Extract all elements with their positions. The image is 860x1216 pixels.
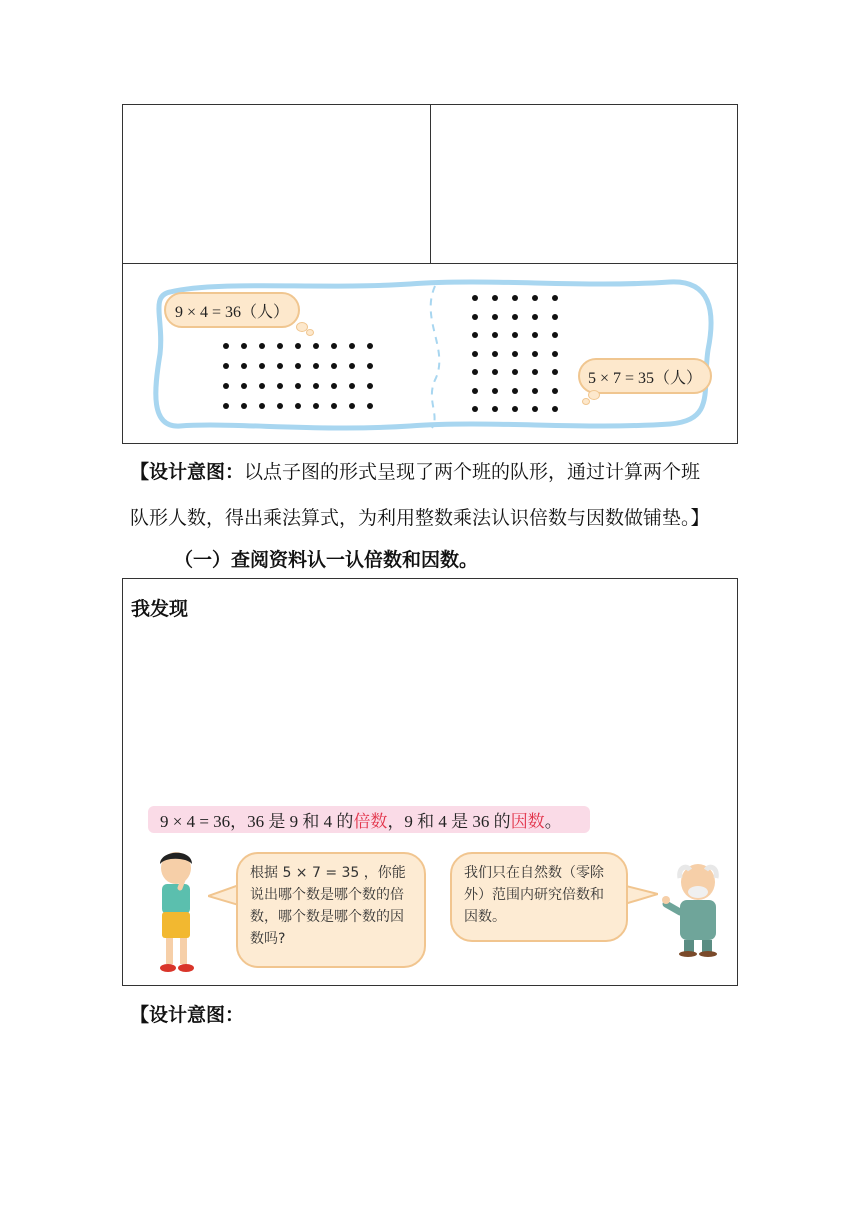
grid-dot [277,343,283,349]
section-heading: （一）查阅资料认一认倍数和因数。 [174,549,479,571]
grid-dot [367,363,373,369]
grid-dot [367,383,373,389]
grid-dot [532,295,538,301]
grid-dot [472,314,478,320]
elder-speech-bubble: 我们只在自然数（零除外）范围内研究倍数和因数。 [450,852,628,942]
top-table-cell-left [122,104,431,264]
design-intent-2-label: 【设计意图： [130,1004,245,1026]
grid-dot [277,383,283,389]
grid-dot [492,406,498,412]
discover-box [122,578,738,986]
grid-dot [532,332,538,338]
grid-dot [552,406,558,412]
grid-dot [349,343,355,349]
grid-dot [295,383,301,389]
grid-dot [331,403,337,409]
grid-dot [259,383,265,389]
grid-dot [472,351,478,357]
grid-dot [349,363,355,369]
bubble-tail [306,329,314,336]
grid-dot [472,295,478,301]
grid-dot [241,383,247,389]
grid-dot [295,403,301,409]
equation-text-2: ，9 和 4 是 36 的 [387,812,511,831]
grid-dot [492,369,498,375]
grid-dot [241,403,247,409]
grid-dot [277,403,283,409]
discover-title: 我发现 [131,598,189,620]
grid-dot [223,363,229,369]
grid-dot [492,295,498,301]
grid-dot [331,383,337,389]
grid-dot [552,351,558,357]
grid-dot [552,388,558,394]
grid-dot [512,406,518,412]
grid-dot [313,343,319,349]
grid-dot [512,314,518,320]
grid-dot [349,403,355,409]
grid-dot [331,343,337,349]
left-dot-grid [223,343,373,411]
grid-dot [492,388,498,394]
grid-dot [492,332,498,338]
design-intent-prefix: 【设计意图： [130,461,245,483]
grid-dot [472,332,478,338]
grid-dot [223,383,229,389]
grid-dot [313,403,319,409]
right-dot-grid [472,295,562,409]
grid-dot [331,363,337,369]
design-intent-text-1: 以点子图的形式呈现了两个班的队形，通过计算两个班 [244,461,701,483]
right-equation-bubble: 5 × 7 = 35（人） [578,358,712,394]
grid-dot [349,383,355,389]
grid-dot [277,363,283,369]
grid-dot [259,343,265,349]
top-table-cell-right [430,104,738,264]
bubble-tail [588,390,600,400]
grid-dot [223,343,229,349]
multiple-term: 倍数 [353,812,388,831]
design-intent-line-1 [130,457,700,484]
elder-illustration [660,860,728,958]
grid-dot [241,343,247,349]
grid-dot [472,388,478,394]
grid-dot [492,314,498,320]
grid-dot [367,343,373,349]
grid-dot [532,351,538,357]
bubble-tail [582,398,590,405]
grid-dot [472,369,478,375]
grid-dot [552,314,558,320]
grid-dot [295,343,301,349]
grid-dot [532,388,538,394]
equation-bar [148,806,590,833]
grid-dot [241,363,247,369]
grid-dot [259,403,265,409]
grid-dot [552,295,558,301]
grid-dot [313,363,319,369]
grid-dot [512,369,518,375]
grid-dot [295,363,301,369]
left-equation-bubble: 9 × 4 = 36（人） [164,292,300,328]
grid-dot [313,383,319,389]
grid-dot [472,406,478,412]
equation-end: 。 [544,812,562,831]
grid-dot [492,351,498,357]
grid-dot [552,332,558,338]
grid-dot [367,403,373,409]
grid-dot [532,406,538,412]
grid-dot [532,369,538,375]
factor-term: 因数 [510,812,545,831]
grid-dot [532,314,538,320]
boy-speech-bubble: 根据 5 × 7 = 35 ，你能说出哪个数是哪个数的倍数，哪个数是哪个数的因数吗? [236,852,426,968]
grid-dot [552,369,558,375]
grid-dot [512,388,518,394]
grid-dot [512,295,518,301]
grid-dot [512,351,518,357]
equation-text-1: 9 × 4 = 36，36 是 9 和 4 的 [160,812,354,831]
design-intent-line-2: 队形人数，得出乘法算式，为利用整数乘法认识倍数与因数做铺垫。】 [130,507,710,529]
boy-illustration [150,848,202,978]
grid-dot [512,332,518,338]
grid-dot [223,403,229,409]
grid-dot [259,363,265,369]
